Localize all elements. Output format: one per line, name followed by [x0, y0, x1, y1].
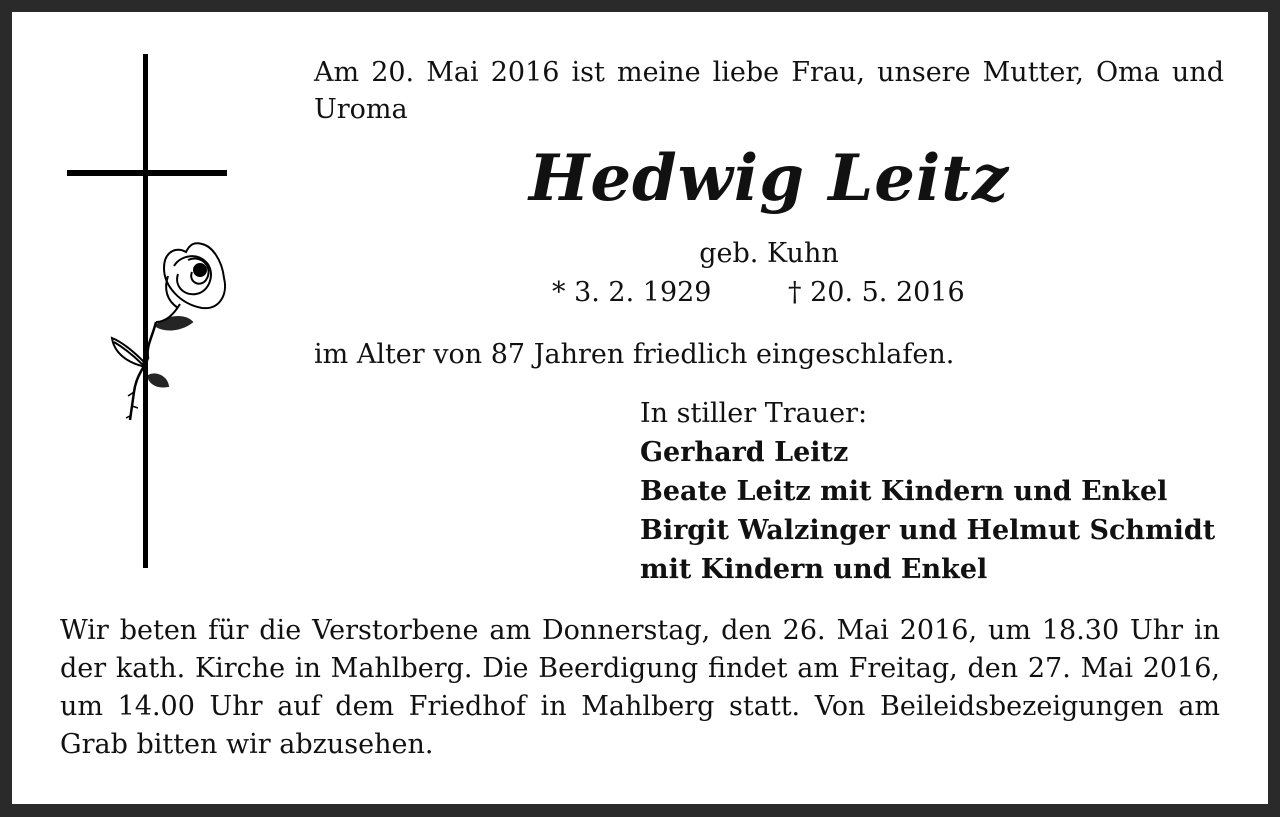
- mourners-block: [640, 394, 1240, 589]
- age-text: im Alter von 87 Jahren friedlich eingeschlafen.: [314, 339, 955, 370]
- birth-date: * 3. 2. 1929: [552, 277, 712, 308]
- rose-icon: [112, 243, 225, 420]
- mourner-line: mit Kindern und Enkel: [640, 554, 988, 585]
- mourner-line: Beate Leitz mit Kindern und Enkel: [640, 476, 1168, 507]
- death-date: † 20. 5. 2016: [788, 277, 965, 308]
- intro-text: Am 20. Mai 2016 ist meine liebe Frau, unsere Mutter, Oma und Uroma: [314, 57, 1224, 125]
- mourner-line: Birgit Walzinger und Helmut Schmidt: [640, 515, 1216, 546]
- mourner-line: Gerhard Leitz: [640, 437, 849, 468]
- mourning-heading: In stiller Trauer:: [640, 398, 868, 429]
- cross-with-rose: [56, 46, 236, 582]
- deceased-name: Hedwig Leitz: [528, 141, 1010, 216]
- closing-text: Wir beten für die Verstorbene am Donnerstag, den 26. Mai 2016, um 18.30 Uhr in der kath. Kirche in Mahlberg. Die Beerdigung findet am Freitag, den 27. Mai 2016, um 14.00 Uhr auf dem Friedhof in Mahlberg statt. Von Beileidsbezeigungen am Grab bitten wir abzusehen.: [60, 615, 1220, 760]
- cross-icon: [67, 54, 227, 568]
- mourners-list: [640, 433, 1240, 589]
- birth-name: geb. Kuhn: [699, 238, 839, 269]
